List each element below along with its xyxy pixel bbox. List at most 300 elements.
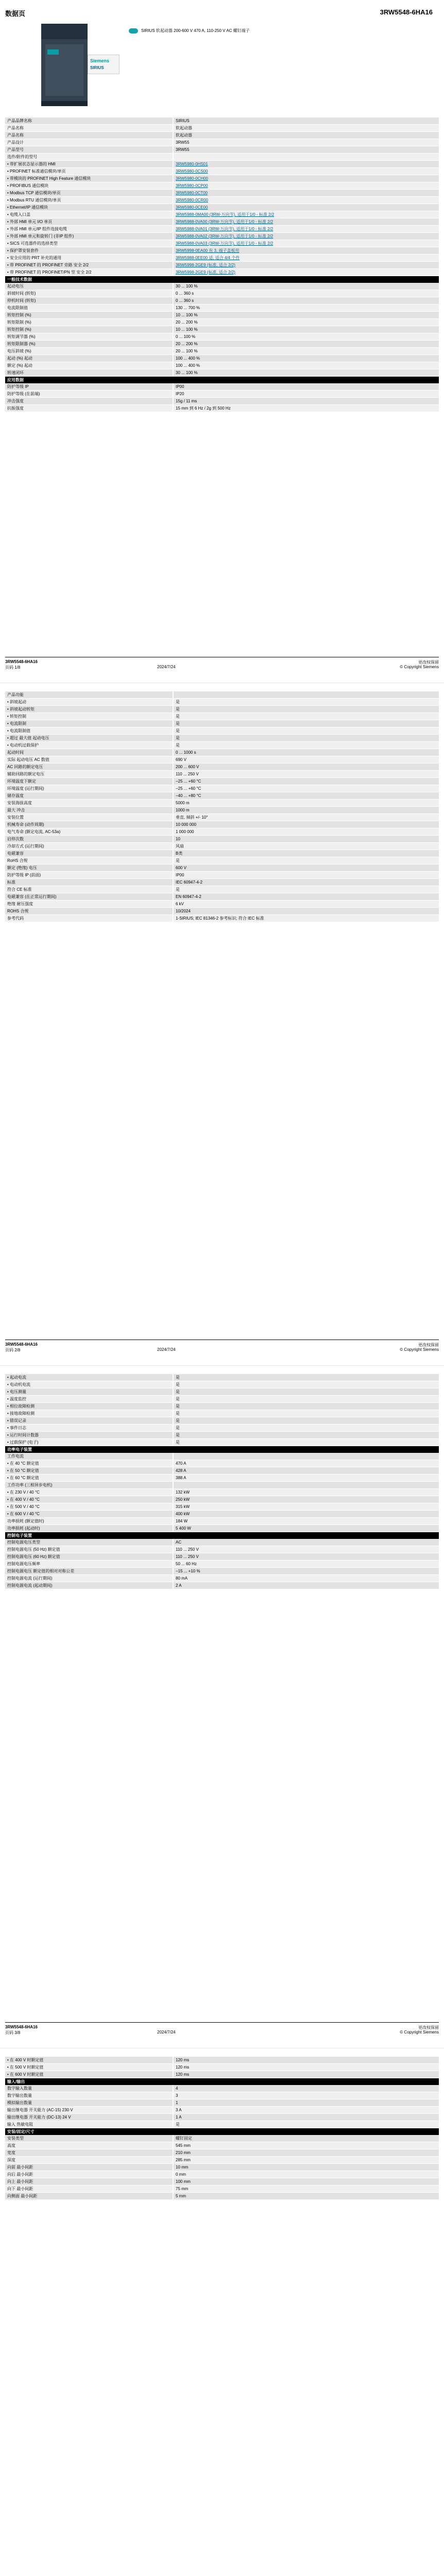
spec-value: 是 — [173, 742, 439, 749]
section-title: 应用数据 — [5, 377, 439, 383]
spec-row — [5, 1475, 439, 1482]
spec-key: 转矩控制 (%) — [7, 313, 31, 317]
spec-row — [5, 800, 439, 807]
spec-row — [5, 283, 439, 290]
footer-copyright: © Copyright Siemens — [400, 665, 439, 669]
spec-key: • 在 400 V / 40 °C — [7, 1497, 40, 1502]
spec-row — [5, 204, 439, 211]
spec-key: 控制电源电压频率 — [7, 1562, 40, 1566]
spec-section — [5, 2057, 439, 2078]
spec-value: 4 — [173, 2085, 439, 2092]
spec-row — [5, 2114, 439, 2121]
spec-key: 起动 (%) 起动 — [7, 356, 32, 361]
footer-copyright: © Copyright Siemens — [400, 1347, 439, 1352]
spec-section — [5, 2128, 439, 2200]
spec-section — [5, 276, 439, 377]
page-3-tables — [0, 1374, 444, 1589]
spec-value: 110 ... 250 V — [173, 1546, 439, 1553]
spec-value-link[interactable]: 3RW5980-0CP00 — [173, 182, 439, 189]
spec-value: 388 A — [173, 1475, 439, 1481]
spec-key: AC 回路的额定电压 — [7, 765, 43, 769]
footer-date: 2024/7/24 — [157, 665, 176, 669]
spec-row — [5, 2149, 439, 2157]
spec-key: 工作电流 — [7, 1454, 24, 1459]
spec-value: 是 — [173, 886, 439, 893]
spec-value: 是 — [173, 727, 439, 734]
spec-key: • 在 60 °C 额定值 — [7, 1476, 39, 1480]
spec-key: 控制电源电压 (60 Hz) 额定值 — [7, 1554, 60, 1559]
spec-key: 起动时间 — [7, 750, 24, 755]
spec-rows — [5, 2135, 439, 2200]
spec-key: 绝缘 耐压强度 — [7, 902, 33, 906]
spec-key: 起动电压 — [7, 284, 24, 289]
spec-value: 1 A — [173, 2114, 439, 2121]
spec-value: 400 kW — [173, 1511, 439, 1517]
spec-key: 转矩控制 (%) — [7, 327, 31, 332]
spec-row — [5, 1489, 439, 1496]
spec-key: 工作功率 (三相异步电机) — [7, 1483, 53, 1487]
product-image — [5, 24, 129, 115]
spec-row — [5, 2057, 439, 2064]
spec-value: 30 ... 100 % — [173, 369, 439, 376]
spec-row — [5, 139, 439, 146]
spec-value: 是 — [173, 1439, 439, 1446]
spec-value: 1000 m — [173, 807, 439, 814]
spec-row — [5, 348, 439, 355]
footer-rights: 更改权保留 — [418, 2025, 439, 2030]
spec-row — [5, 1439, 439, 1446]
spec-value: SIRIUS — [173, 117, 439, 124]
spec-row — [5, 2085, 439, 2092]
spec-row — [5, 146, 439, 154]
footer-article: 3RW5548-6HA16 — [5, 659, 38, 664]
spec-key: 额定 (绝缘) 电压 — [7, 866, 37, 870]
spec-row — [5, 297, 439, 304]
page-footer — [5, 657, 439, 677]
product-header — [5, 20, 439, 117]
spec-row — [5, 362, 439, 369]
spec-key: 安装类型 — [7, 2136, 24, 2141]
spec-value-link[interactable]: 3RW5988-0VA00 (3RW-万向节), 适用于1/0 - 标准 2/2 — [173, 218, 439, 225]
spec-value: 是 — [173, 1374, 439, 1381]
spec-value: 110 ... 250 V — [173, 771, 439, 777]
spec-key: 控制电源电流 (起动期间) — [7, 1583, 53, 1588]
spec-value-link[interactable]: 3RW5988-0MA00 (3RW-万向节), 适用于1/0 - 标准 2/2 — [173, 211, 439, 218]
spec-key: 防护等级 IP (前面) — [7, 873, 41, 877]
spec-row — [5, 865, 439, 872]
spec-row — [5, 247, 439, 255]
spec-section — [5, 691, 439, 922]
spec-value: 0 ... 360 s — [173, 297, 439, 304]
spec-value: 315 kW — [173, 1503, 439, 1510]
spec-key: 产品名称 — [7, 126, 24, 130]
page-2 — [0, 683, 444, 1365]
spec-row — [5, 233, 439, 240]
section-title: 输入/输出 — [5, 2078, 439, 2085]
spec-value: 10 000 000 — [173, 821, 439, 828]
spec-row — [5, 1467, 439, 1475]
spec-row — [5, 1432, 439, 1439]
spec-section — [5, 2078, 439, 2128]
footer-date: 2024/7/24 — [157, 1347, 176, 1352]
spec-value-link[interactable]: 3RW5998-2GE9 (标准, 适合 2/2) — [173, 269, 439, 276]
spec-value: 3RW55 — [173, 146, 439, 153]
spec-rows — [5, 283, 439, 377]
spec-row — [5, 226, 439, 233]
spec-key: • 外部 HMI 单元和旋转门 (非IP 组件) — [7, 234, 74, 239]
footer-page-number: 页码 3/8 — [5, 2030, 21, 2035]
spec-row — [5, 1575, 439, 1582]
spec-value: −25 ... +60 °C — [173, 778, 439, 785]
spec-value-link[interactable]: 3RW5980-0CH00 — [173, 175, 439, 182]
spec-row — [5, 893, 439, 901]
spec-row — [5, 1496, 439, 1503]
spec-row — [5, 2157, 439, 2164]
spec-value: 2 A — [173, 1582, 439, 1589]
spec-key: • 电缆入口盖 — [7, 212, 31, 217]
spec-value: 20 ... 200 % — [173, 341, 439, 347]
spec-value-link[interactable]: 3RW5988-0VA03 (3RW-万向节), 适用于1/0 - 标准 2/2 — [173, 240, 439, 247]
spec-value: 1 000 000 — [173, 828, 439, 835]
spec-key: 选件/附件的型号 — [7, 155, 38, 159]
spec-row — [5, 240, 439, 247]
spec-value: 是 — [173, 1388, 439, 1395]
spec-value: 是 — [173, 720, 439, 727]
spec-key: • 接地故障检测 — [7, 1411, 35, 1416]
spec-row — [5, 699, 439, 706]
spec-key: 停机时间 (转矩) — [7, 298, 36, 303]
spec-row — [5, 2064, 439, 2071]
spec-value: 螺钉固定 — [173, 2135, 439, 2142]
spec-key: • 电动机过载保护 — [7, 743, 39, 748]
spec-key: • 在 50 °C 额定值 — [7, 1468, 39, 1473]
spec-key: 储存温度 — [7, 793, 24, 798]
spec-value: 10 — [173, 836, 439, 842]
spec-value: 3RW55 — [173, 139, 439, 146]
spec-value: 20 ... 200 % — [173, 319, 439, 326]
brand-name: Siemens — [90, 58, 110, 63]
spec-value: −15 ... +10 % — [173, 1568, 439, 1574]
spec-value-link[interactable]: 3RW5988-0EE00 适, 适合 4/4 个件 — [173, 255, 439, 261]
spec-rows — [5, 1453, 439, 1532]
spec-value-link[interactable]: 3RW5998-0EA00 有 3, 端子盖板用 — [173, 247, 439, 254]
spec-row — [5, 405, 439, 412]
spec-row — [5, 2135, 439, 2142]
spec-key: 电磁兼容 — [7, 851, 24, 856]
spec-row — [5, 807, 439, 814]
spec-value-link[interactable]: 3RW5980-0CE00 — [173, 204, 439, 211]
spec-row — [5, 836, 439, 843]
spec-value: 285 mm — [173, 2157, 439, 2163]
spec-row — [5, 764, 439, 771]
spec-key: 向后 最小间距 — [7, 2172, 33, 2177]
spec-value — [173, 1453, 439, 1460]
spec-key: 防护等级 IP — [7, 384, 29, 389]
spec-row — [5, 132, 439, 139]
spec-section — [5, 1446, 439, 1532]
spec-key: • 安全应用的 PRT 补充的通用 — [7, 256, 62, 260]
spec-value: 是 — [173, 1381, 439, 1388]
spec-row — [5, 1539, 439, 1546]
spec-value: AC — [173, 1539, 439, 1546]
spec-row — [5, 691, 439, 699]
spec-value — [173, 691, 439, 698]
spec-value: 风扇 — [173, 843, 439, 850]
spec-row — [5, 218, 439, 226]
brand-sub: SIRIUS — [90, 65, 104, 70]
spec-key: 产品品牌名称 — [7, 118, 32, 123]
spec-key: 防护等级 (在前端) — [7, 392, 40, 396]
spec-row — [5, 1410, 439, 1417]
spec-row — [5, 175, 439, 182]
spec-key: • 在 40 °C 额定值 — [7, 1461, 39, 1466]
spec-value: 1 — [173, 2099, 439, 2106]
spec-value-link[interactable]: 3RW5988-0VA01 (3RW-万向节), 适用于1/0 - 标准 2/2 — [173, 226, 439, 232]
spec-key: • 错误记录 — [7, 1418, 27, 1423]
spec-key: • Modbus RTU 通信模块/单页 — [7, 198, 61, 202]
page-3 — [0, 1365, 444, 2048]
spec-key: • 温度监控 — [7, 1397, 27, 1401]
spec-key: 产品功能 — [7, 692, 24, 697]
page-header — [0, 0, 444, 20]
spec-row — [5, 398, 439, 405]
spec-value: B类 — [173, 850, 439, 857]
spec-value: 是 — [173, 706, 439, 713]
spec-row — [5, 304, 439, 312]
spec-value: 软起动器 — [173, 132, 439, 139]
spec-key: ROHS 合规 — [7, 909, 29, 913]
spec-row — [5, 857, 439, 865]
spec-value: 是 — [173, 857, 439, 864]
spec-value: 软起动器 — [173, 125, 439, 131]
spec-row — [5, 319, 439, 326]
spec-row — [5, 843, 439, 850]
spec-key: 功率损耗 (额定值时) — [7, 1519, 44, 1523]
spec-key: 输出继电器 开关能力 (DC-13) 24 V — [7, 2115, 71, 2120]
spec-key: 辅助回路的额定电压 — [7, 772, 44, 776]
spec-row — [5, 908, 439, 915]
spec-key: 向前 最小间距 — [7, 2165, 33, 2170]
footer-copyright: © Copyright Siemens — [400, 2030, 439, 2035]
spec-key: 控制电源电流 (运行期间) — [7, 1576, 53, 1581]
spec-value: IP00 — [173, 383, 439, 390]
spec-key: • 外部 HMI 单元 I/O 单页 — [7, 219, 53, 224]
spec-value — [173, 154, 439, 160]
spec-value: 5000 m — [173, 800, 439, 806]
spec-value: 6 kV — [173, 901, 439, 907]
soft-starter-device-image — [41, 24, 88, 106]
spec-key: 高度 — [7, 2143, 15, 2148]
spec-key: 机械寿命 (动作周期) — [7, 822, 44, 827]
spec-key: • 在 600 V 时额定值 — [7, 2072, 44, 2077]
spec-value: 120 ms — [173, 2071, 439, 2078]
spec-value: IP00 — [173, 872, 439, 878]
section-title: 安装/固定/尺寸 — [5, 2128, 439, 2135]
spec-value: 15 mm 到 6 Hz / 2g 到 500 Hz — [173, 405, 439, 412]
spec-value-link[interactable]: 3RW5980-0HS01 — [173, 161, 439, 167]
spec-key: 宽度 — [7, 2150, 15, 2155]
spec-row — [5, 821, 439, 828]
spec-key: 电流限制值 — [7, 306, 28, 310]
spec-key: • 超过 最大值 起动电压 — [7, 736, 49, 740]
spec-row — [5, 2193, 439, 2200]
spec-row — [5, 1403, 439, 1410]
spec-value: 50 ... 60 Hz — [173, 1561, 439, 1567]
spec-row — [5, 713, 439, 720]
spec-value: 是 — [173, 2121, 439, 2128]
spec-row — [5, 2092, 439, 2099]
spec-key: 向上 最小间距 — [7, 2179, 33, 2184]
spec-row — [5, 1553, 439, 1561]
spec-row — [5, 211, 439, 218]
spec-row — [5, 1568, 439, 1575]
spec-key: 冷却方式 (运行期间) — [7, 844, 44, 849]
spec-section — [5, 117, 439, 276]
spec-row — [5, 1482, 439, 1489]
spec-key: • 电流限制值 — [7, 728, 31, 733]
spec-row — [5, 828, 439, 836]
spec-key: 功率损耗 (起动时) — [7, 1526, 40, 1531]
spec-row — [5, 117, 439, 125]
spec-key: 标准 — [7, 880, 15, 885]
spec-key: • 过载保护 (电子) — [7, 1440, 39, 1445]
spec-value-link[interactable]: 3RW5980-0CT00 — [173, 190, 439, 196]
spec-key: 数字输入数量 — [7, 2086, 32, 2091]
spec-row — [5, 756, 439, 764]
spec-key: 额定 (%) 起动 — [7, 363, 32, 368]
spec-key: • 转矩控制 — [7, 714, 27, 719]
spec-key: • 斜坡起动 — [7, 700, 27, 704]
spec-key: 安装海拔高度 — [7, 801, 32, 805]
spec-row — [5, 727, 439, 735]
footer-rights: 更改权保留 — [418, 660, 439, 665]
section-title: 控制电子装置 — [5, 1532, 439, 1539]
spec-row — [5, 383, 439, 391]
spec-value: 428 A — [173, 1467, 439, 1474]
spec-row — [5, 872, 439, 879]
spec-row — [5, 2071, 439, 2078]
spec-row — [5, 1511, 439, 1518]
spec-value: 垂直, 倾斜 +/- 10° — [173, 814, 439, 821]
footer-article: 3RW5548-6HA16 — [5, 1342, 38, 1347]
page-2-tables — [0, 691, 444, 922]
spec-key: 安装位置 — [7, 815, 24, 820]
spec-key: • 事件日志 — [7, 1426, 27, 1430]
spec-key: 产品名称 — [7, 133, 24, 138]
spec-value: 100 ... 400 % — [173, 362, 439, 369]
spec-key: • PROFIBUS 通信模块 — [7, 183, 49, 188]
spec-value: 184 W — [173, 1518, 439, 1524]
spec-value: 130 ... 700 % — [173, 304, 439, 311]
spec-row — [5, 154, 439, 161]
spec-value — [173, 1482, 439, 1488]
page-1-tables — [0, 117, 444, 412]
spec-row — [5, 706, 439, 713]
spec-value: 20 ... 100 % — [173, 348, 439, 354]
page-footer — [5, 2022, 439, 2043]
section-title: 一般技术数据 — [5, 276, 439, 283]
spec-row — [5, 749, 439, 756]
spec-value-link[interactable]: 3RW5988-0VA02 (3RW-万向节), 适用于1/0 - 标准 2/2 — [173, 233, 439, 240]
spec-key: 数字输出数量 — [7, 2093, 32, 2098]
spec-rows — [5, 383, 439, 412]
footer-rights: 更改权保留 — [418, 1343, 439, 1347]
spec-row — [5, 778, 439, 785]
spec-row — [5, 2164, 439, 2171]
spec-key: 转矩限制 (%) — [7, 320, 31, 325]
spec-value: 3 A — [173, 2107, 439, 2113]
spec-key: • 在 500 V / 40 °C — [7, 1504, 40, 1509]
spec-key: • Ethernet/IP 通信模块 — [7, 205, 48, 210]
spec-key: 控制电源电压 额定值的相对对称公差 — [7, 1569, 75, 1573]
spec-row — [5, 369, 439, 377]
spec-row — [5, 792, 439, 800]
spec-key: • 在 400 V 时额定值 — [7, 2058, 44, 2062]
spec-row — [5, 355, 439, 362]
spec-key: • 运行时间计数器 — [7, 1433, 39, 1437]
spec-value-link[interactable]: 3RW5980-0CS00 — [173, 168, 439, 175]
spec-rows — [5, 2057, 439, 2078]
spec-key: 参考代码 — [7, 916, 24, 921]
spec-rows — [5, 117, 439, 276]
spec-key: 模拟输出数量 — [7, 2100, 32, 2105]
doc-type: 数据页 — [5, 10, 26, 18]
spec-row — [5, 1396, 439, 1403]
spec-key: • 带 PROFINET 的 PROFINET/PN 型 安全 2/2 — [7, 270, 92, 275]
article-number: 3RW5548-6HA16 — [380, 8, 433, 16]
page-1 — [0, 0, 444, 683]
spec-row — [5, 333, 439, 341]
spec-row — [5, 879, 439, 886]
spec-value: 是 — [173, 1417, 439, 1424]
spec-value: 10 mm — [173, 2164, 439, 2171]
spec-key: 符合 CE 标准 — [7, 887, 32, 892]
spec-row — [5, 125, 439, 132]
spec-key: RoHS 合规 — [7, 858, 28, 863]
spec-row — [5, 190, 439, 197]
spec-key: 冲击强度 — [7, 399, 24, 403]
spec-row — [5, 197, 439, 204]
spec-row — [5, 312, 439, 319]
spec-row — [5, 1525, 439, 1532]
spec-row — [5, 2107, 439, 2114]
spec-value: IP20 — [173, 391, 439, 397]
spec-value: 132 kW — [173, 1489, 439, 1496]
spec-key: 转矩调节器 (%) — [7, 334, 36, 339]
spec-key: 产品型号 — [7, 147, 24, 152]
spec-value: 210 mm — [173, 2149, 439, 2156]
spec-key: 最大 冲击 — [7, 808, 25, 812]
spec-value-link[interactable]: 3RW5998-2GE9 (标准, 适合 2/2) — [173, 262, 439, 268]
spec-value-link[interactable]: 3RW5980-0CR00 — [173, 197, 439, 204]
spec-row — [5, 742, 439, 749]
spec-key: • PROFINET 标准通信模块/单页 — [7, 169, 66, 174]
spec-key: • 电流限制 — [7, 721, 27, 726]
spec-value: 5 400 W — [173, 1525, 439, 1532]
spec-key: 电磁兼容 (在正常运行期间) — [7, 894, 57, 899]
spec-row — [5, 1453, 439, 1460]
spec-key: 向下 最小间距 — [7, 2187, 33, 2191]
product-description-text: SIRIUS 软起动器 200-600 V 470 A, 110-250 V AC 螺钉端子 — [141, 28, 250, 33]
spec-key: 转速闭环 — [7, 370, 24, 375]
spec-key: 输出继电器 开关能力 (AC-15) 230 V — [7, 2108, 73, 2112]
spec-section — [5, 1374, 439, 1446]
spec-key: • 外部 HMI 单元/IP 组件连接电缆 — [7, 227, 67, 231]
spec-row — [5, 1518, 439, 1525]
spec-value: 是 — [173, 1403, 439, 1410]
spec-key: • 带扩展状态显示器的 HMI — [7, 162, 56, 166]
spec-row — [5, 1546, 439, 1553]
